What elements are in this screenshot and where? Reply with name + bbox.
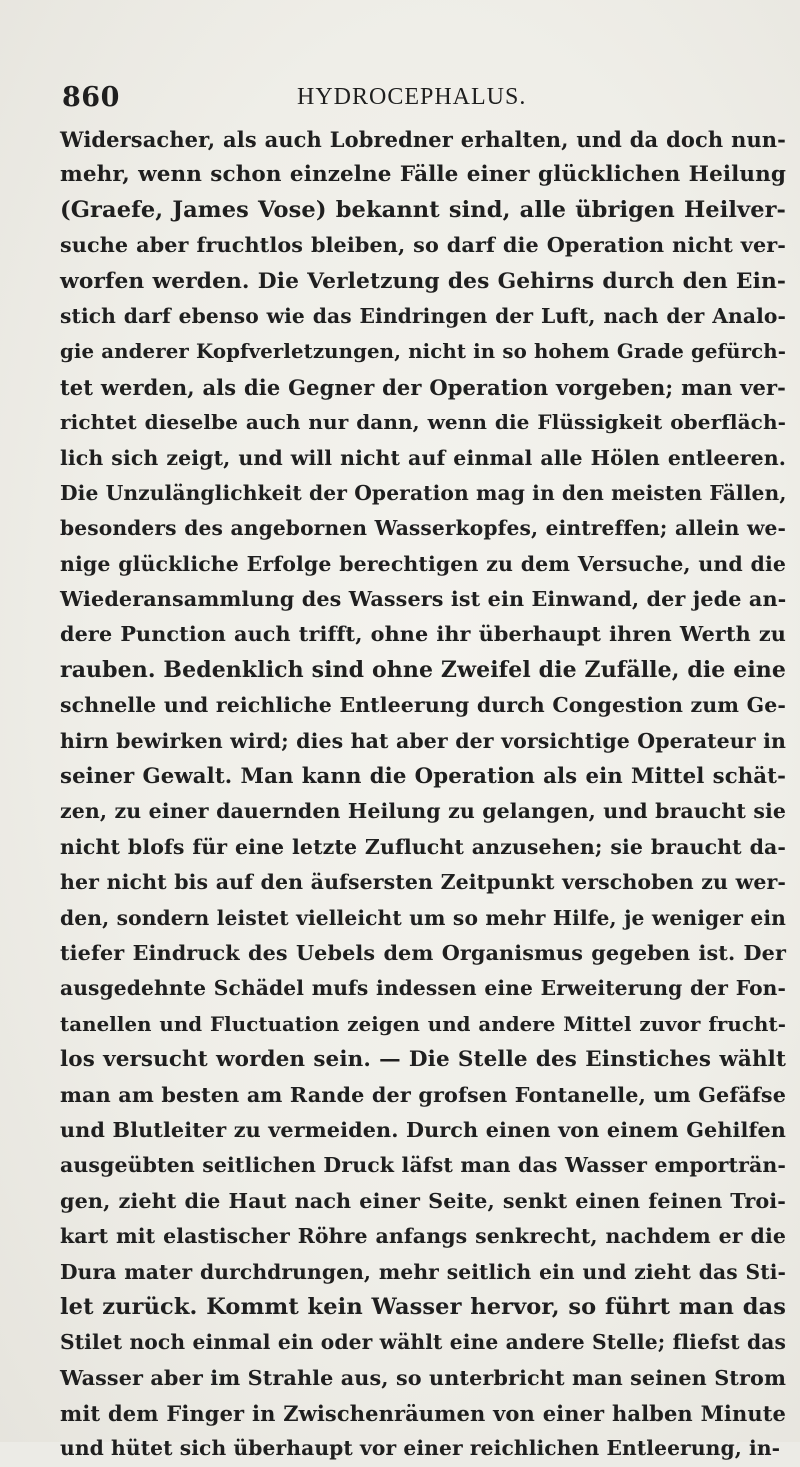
text-line: (Graefe, James Vose) bekannt sind, alle übrigen Heilver- (60, 196, 786, 223)
text-line: Dura mater durchdrungen, mehr seitlich ein und zieht das Sti- (60, 1259, 786, 1284)
text-line: stich darf ebenso wie das Eindringen der Luft, nach der Analo- (60, 303, 786, 328)
text-line: den, sondern leistet vielleicht um so mehr Hilfe, je weniger ein (60, 905, 786, 930)
text-line: tiefer Eindruck des Uebels dem Organismus gegeben ist. Der (60, 940, 786, 965)
text-line: lich sich zeigt, und will nicht auf einmal alle Hölen entleeren. (60, 445, 786, 470)
body-text (60, 122, 786, 1467)
text-line: los versucht worden sein. — Die Stelle des Einstiches wählt (60, 1047, 786, 1073)
text-line: Stilet noch einmal ein oder wählt eine andere Stelle; fliefst das (60, 1330, 786, 1355)
text-line: nicht blofs für eine letzte Zuflucht anzusehen; sie braucht da- (60, 834, 786, 859)
text-line: und hütet sich überhaupt vor einer reichlichen Entleerung, in- (60, 1436, 781, 1461)
text-line: gie anderer Kopfverletzungen, nicht in so hohem Grade gefürch- (60, 339, 786, 364)
text-line: let zurück. Kommt kein Wasser hervor, so führt man das (60, 1293, 786, 1320)
text-line: zen, zu einer dauernden Heilung zu gelangen, und braucht sie (60, 799, 786, 824)
text-line: Wiederansammlung des Wassers ist ein Einwand, der jede an- (60, 587, 787, 612)
text-line: nige glückliche Erfolge berechtigen zu dem Versuche, und die (60, 551, 786, 576)
text-line: kart mit elastischer Röhre anfangs senkrecht, nachdem er die (60, 1224, 786, 1249)
text-line: mehr, wenn schon einzelne Fälle einer glücklichen Heilung (60, 162, 786, 188)
text-line: rauben. Bedenklich sind ohne Zweifel die Zufälle, die eine (60, 656, 786, 683)
text-line: besonders des angebornen Wasserkopfes, eintreffen; allein we- (60, 516, 786, 541)
page-number: 860 (62, 82, 120, 113)
text-line: man am besten am Rande der grofsen Fontanelle, um Gefäfse (60, 1082, 786, 1107)
text-line: ausgeübten seitlichen Druck läfst man das Wasser emporträn- (60, 1153, 786, 1178)
text-line: dere Punction auch trifft, ohne ihr überhaupt ihren Werth zu (60, 622, 786, 647)
text-line: worfen werden. Die Verletzung des Gehirns durch den Ein- (60, 268, 786, 294)
text-line: seiner Gewalt. Man kann die Operation als ein Mittel schät- (60, 764, 786, 790)
text-line: hirn bewirken wird; dies hat aber der vorsichtige Operateur in (60, 728, 786, 753)
text-line: mit dem Finger in Zwischenräumen von einer halben Minute (60, 1401, 786, 1427)
text-line: Widersacher, als auch Lobredner erhalten, und da doch nun- (60, 127, 786, 152)
text-line: gen, zieht die Haut nach einer Seite, senkt einen feinen Troi- (60, 1188, 786, 1213)
text-line: tet werden, als die Gegner der Operation vorgeben; man ver- (60, 374, 786, 400)
text-line: Die Unzulänglichkeit der Operation mag in den meisten Fällen, (60, 480, 787, 505)
running-title: HYDROCEPHALUS. (297, 84, 527, 110)
text-line: und Blutleiter zu vermeiden. Durch einen von einem Gehilfen (60, 1117, 786, 1142)
page-header (62, 82, 782, 122)
text-line: richtet dieselbe auch nur dann, wenn die Flüssigkeit oberfläch- (60, 410, 786, 435)
text-line: Wasser aber im Strahle aus, so unterbricht man seinen Strom (60, 1365, 786, 1390)
text-line: her nicht bis auf den äufsersten Zeitpunkt verschoben zu wer- (60, 870, 786, 895)
text-line: ausgedehnte Schädel mufs indessen eine Erweiterung der Fon- (60, 976, 786, 1001)
text-line: suche aber fruchtlos bleiben, so darf die Operation nicht ver- (60, 233, 786, 258)
text-line: schnelle und reichliche Entleerung durch Congestion zum Ge- (60, 693, 786, 718)
text-line: tanellen und Fluctuation zeigen und andere Mittel zuvor frucht- (60, 1011, 786, 1036)
